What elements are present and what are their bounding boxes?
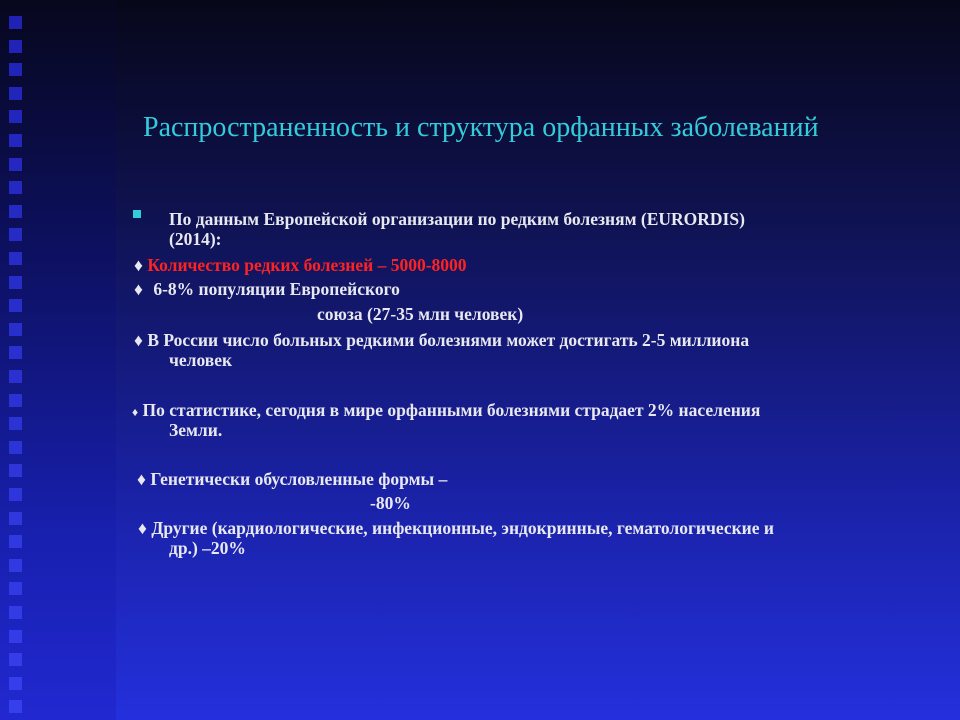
world-item bbox=[132, 400, 760, 422]
rare-count-item bbox=[134, 255, 467, 275]
strip-square bbox=[9, 252, 22, 265]
strip-square bbox=[9, 63, 22, 76]
genetic-text-1: Генетически обусловленные формы – bbox=[150, 469, 448, 489]
world-text-1: По статистике, сегодня в мире орфанными болезнями страдает 2% населения bbox=[142, 400, 761, 420]
strip-square bbox=[9, 488, 22, 501]
square-bullet-icon bbox=[133, 210, 141, 218]
diamond-bullet-icon: ♦ bbox=[138, 518, 147, 538]
strip-square bbox=[9, 323, 22, 336]
strip-square bbox=[9, 653, 22, 666]
strip-square bbox=[9, 441, 22, 454]
strip-square bbox=[9, 181, 22, 194]
square-column bbox=[9, 0, 23, 720]
slide-title: Распространенность и структура орфанных заболеваний bbox=[143, 112, 819, 143]
strip-square bbox=[9, 370, 22, 383]
strip-square bbox=[9, 630, 22, 643]
diamond-bullet-icon: ♦ bbox=[134, 279, 143, 299]
strip-square bbox=[9, 535, 22, 548]
other-item bbox=[138, 518, 774, 538]
source-line-2: (2014): bbox=[169, 229, 222, 249]
strip-square bbox=[9, 464, 22, 477]
rare-count-text: Количество редких болезней – 5000-8000 bbox=[147, 255, 467, 275]
strip-square bbox=[9, 205, 22, 218]
strip-square bbox=[9, 110, 22, 123]
strip-square bbox=[9, 228, 22, 241]
left-decorative-strip bbox=[0, 0, 116, 720]
genetic-item bbox=[137, 469, 447, 489]
russia-text-1: В России число больных редкими болезнями может достигать 2-5 миллиона bbox=[147, 330, 750, 350]
diamond-bullet-icon: ♦ bbox=[132, 405, 139, 419]
world-text-2: Земли. bbox=[169, 420, 223, 440]
strip-square bbox=[9, 158, 22, 171]
diamond-bullet-icon: ♦ bbox=[134, 255, 143, 275]
strip-square bbox=[9, 87, 22, 100]
strip-square bbox=[9, 346, 22, 359]
diamond-bullet-icon: ♦ bbox=[137, 469, 146, 489]
eu-population-text-2: союза (27-35 млн человек) bbox=[317, 304, 524, 324]
strip-square bbox=[9, 677, 22, 690]
russia-text-2: человек bbox=[169, 350, 233, 370]
strip-square bbox=[9, 559, 22, 572]
strip-square bbox=[9, 16, 22, 29]
eu-population-text-1: 6-8% популяции Европейского bbox=[153, 279, 400, 299]
eu-population-item bbox=[134, 279, 400, 299]
diamond-bullet-icon: ♦ bbox=[134, 330, 143, 350]
genetic-text-2: -80% bbox=[370, 493, 411, 513]
source-line-1: По данным Европейской организации по редким болезням (EURORDIS) bbox=[169, 209, 745, 229]
strip-square bbox=[9, 606, 22, 619]
strip-square bbox=[9, 40, 22, 53]
other-text-1: Другие (кардиологические, инфекционные, эндокринные, гематологические и bbox=[151, 518, 774, 538]
strip-square bbox=[9, 700, 22, 713]
strip-square bbox=[9, 299, 22, 312]
strip-square bbox=[9, 134, 22, 147]
strip-square bbox=[9, 512, 22, 525]
strip-square bbox=[9, 394, 22, 407]
strip-square bbox=[9, 582, 22, 595]
strip-square bbox=[9, 417, 22, 430]
russia-item bbox=[134, 330, 749, 350]
strip-square bbox=[9, 276, 22, 289]
other-text-2: др.) –20% bbox=[169, 538, 246, 558]
